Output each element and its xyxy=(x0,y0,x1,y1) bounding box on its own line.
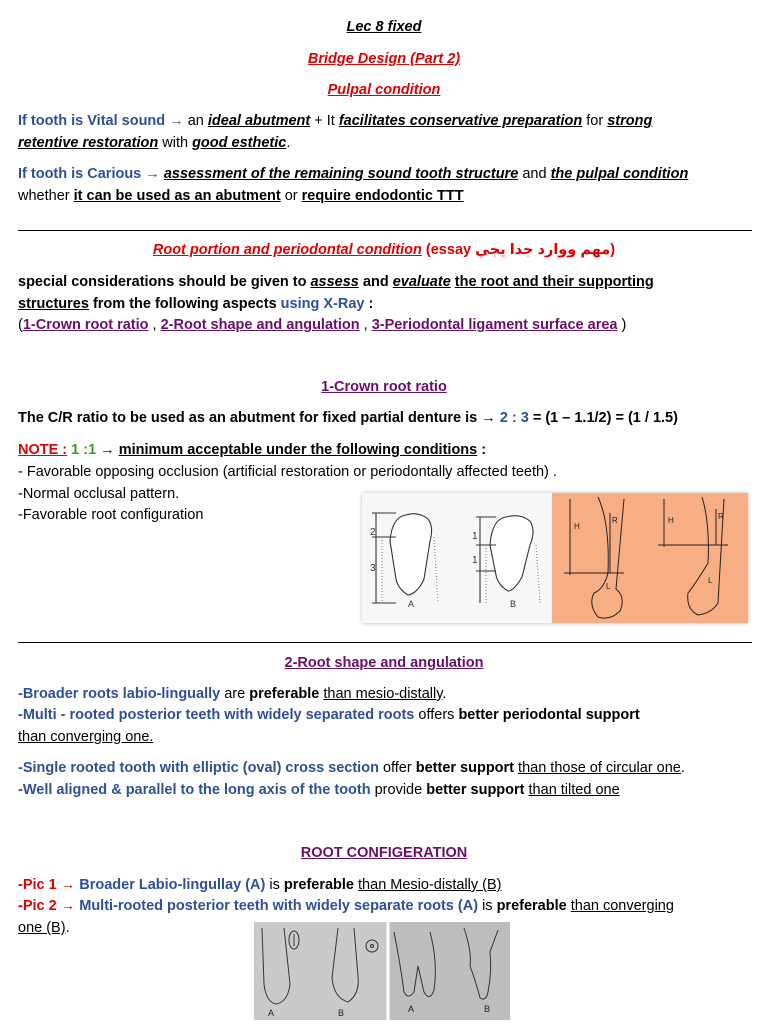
note-cond-2: -Normal occlusal pattern. xyxy=(18,486,180,502)
section-title-pulpal: Pulpal condition xyxy=(327,82,441,98)
arrow: → xyxy=(165,113,188,129)
special-line-1 xyxy=(18,272,654,292)
text: . xyxy=(286,135,291,151)
text: from the following aspects xyxy=(88,296,281,312)
text: facilitates conservative preparation xyxy=(338,113,583,129)
divider xyxy=(18,230,752,231)
text: . xyxy=(65,920,70,936)
carious-line-1 xyxy=(18,164,688,184)
text: Root portion and periodontal condition xyxy=(152,242,422,258)
text: the pulpal condition xyxy=(550,166,689,182)
text: assessment of the remaining sound tooth structure xyxy=(163,166,519,182)
text: or xyxy=(280,188,302,204)
text: evaluate xyxy=(392,274,451,290)
config-pic-2-cont xyxy=(18,918,70,938)
fig1-l-right: L xyxy=(708,576,713,585)
text: the root and their supporting xyxy=(454,274,654,290)
text: preferable xyxy=(496,898,567,914)
text: Broader Labio-lingullay (A) xyxy=(75,877,266,893)
text: : xyxy=(477,442,487,458)
note-line xyxy=(18,440,486,460)
fig2-label-b1: B xyxy=(338,1008,345,1018)
text: structures xyxy=(18,296,89,312)
text: than tilted one xyxy=(528,782,620,798)
text: than mesio-distally xyxy=(323,686,443,702)
aspect-1: 1-Crown root ratio xyxy=(22,317,149,333)
text: than those of circular one xyxy=(518,760,681,776)
text: and xyxy=(518,166,551,182)
config-pic-1 xyxy=(18,875,501,895)
text: offer xyxy=(378,760,416,776)
root-configuration-figure xyxy=(254,922,510,1020)
text: ( xyxy=(18,317,23,333)
vital-label: If tooth is Vital sound xyxy=(18,113,166,129)
text: preferable xyxy=(283,877,354,893)
note-cond-1: - Favorable opposing occlusion (artificial restoration or periodontally affected teeth) . xyxy=(18,464,557,480)
special-line-3 xyxy=(18,315,626,335)
text: using X-Ray xyxy=(280,296,365,312)
divider xyxy=(18,642,752,643)
vital-line-2 xyxy=(18,133,290,153)
text: better support xyxy=(426,782,525,798)
shape-line-4 xyxy=(18,758,685,778)
text: , xyxy=(359,317,372,333)
shape-line-3: than converging one. xyxy=(18,729,154,745)
text: is xyxy=(265,877,284,893)
text: offers xyxy=(414,707,459,723)
cr-line xyxy=(18,408,678,428)
config-title: ROOT CONFIGERATION xyxy=(300,845,468,861)
essay-note: (essay مهم ووارد جدا يجي) xyxy=(421,242,616,258)
text: retentive restoration xyxy=(18,135,159,151)
shape-line-5 xyxy=(18,780,620,800)
carious-line-2 xyxy=(18,186,464,206)
arrow: → xyxy=(96,442,119,458)
text: -Pic 2 → xyxy=(18,898,76,914)
fig1-num-3: 3 xyxy=(370,563,376,574)
fig1-h-right: H xyxy=(668,516,674,525)
text: preferable xyxy=(249,686,320,702)
text: Multi-rooted posterior teeth with widely separate roots (A) xyxy=(75,898,479,914)
shape-line-1 xyxy=(18,684,446,704)
text: minimum acceptable under the following conditions xyxy=(118,442,478,458)
fig1-l-left: L xyxy=(606,582,611,591)
note-ratio: 1 :1 xyxy=(67,442,97,458)
fig1-label-b: B xyxy=(510,599,517,609)
lecture-title: Lec 8 fixed xyxy=(346,19,422,35)
arrow: → xyxy=(141,166,164,182)
text: ideal abutment xyxy=(207,113,311,129)
vital-line-1 xyxy=(18,111,652,131)
text: . xyxy=(442,686,447,702)
text: -Multi - rooted posterior teeth with widely separated roots xyxy=(18,707,415,723)
text: -Broader roots labio-lingually xyxy=(18,686,221,702)
special-line-2 xyxy=(18,294,373,314)
text: an xyxy=(187,113,208,129)
text: -Well aligned & parallel to the long axis of the tooth xyxy=(18,782,371,798)
aspect-2: 2-Root shape and angulation xyxy=(160,317,360,333)
aspect-3: 3-Periodontal ligament surface area xyxy=(371,317,618,333)
text: -Single rooted tooth with elliptic (oval) cross section xyxy=(18,760,379,776)
text: ) xyxy=(617,317,627,333)
text: better support xyxy=(415,760,515,776)
text: + It xyxy=(310,113,339,129)
carious-label: If tooth is Carious xyxy=(18,166,142,182)
fig1-r-left: R xyxy=(612,516,618,525)
text: whether xyxy=(18,188,74,204)
text: it can be used as an abutment xyxy=(73,188,281,204)
root-section-title xyxy=(0,240,768,260)
section-title-bridge: Bridge Design (Part 2) xyxy=(307,51,461,67)
text: . xyxy=(680,760,685,776)
fig1-r-right: R xyxy=(718,512,724,521)
fig2-label-a2: A xyxy=(408,1004,415,1014)
shape-title: 2-Root shape and angulation xyxy=(284,655,484,671)
text: strong xyxy=(607,113,653,129)
crown-root-ratio-figure xyxy=(362,493,748,623)
text: , xyxy=(148,317,161,333)
text: The C/R ratio to be used as an abutment for fixed partial denture is → xyxy=(18,410,500,426)
text: for xyxy=(582,113,608,129)
text: are xyxy=(220,686,250,702)
text: = (1 – 1.1/2) = (1 / 1.5) xyxy=(528,410,678,426)
text: and xyxy=(358,274,393,290)
text: with xyxy=(158,135,193,151)
fig2-label-a1: A xyxy=(268,1008,275,1018)
text: provide xyxy=(370,782,427,798)
fig1-h-left: H xyxy=(574,522,580,531)
fig1-num-1b: 1 xyxy=(472,555,478,566)
cr-title: 1-Crown root ratio xyxy=(321,379,447,395)
note-cond-3: -Favorable root configuration xyxy=(18,507,204,523)
text: than converging xyxy=(570,898,674,914)
fig2-label-b2: B xyxy=(484,1004,491,1014)
fig1-num-1a: 1 xyxy=(472,531,478,542)
config-pic-2 xyxy=(18,896,674,916)
text: -Pic 1 → xyxy=(18,877,76,893)
text: : xyxy=(364,296,374,312)
text: one (B) xyxy=(18,920,66,936)
text: require endodontic TTT xyxy=(301,188,464,204)
fig1-num-2: 2 xyxy=(370,527,376,538)
text: better periodontal support xyxy=(458,707,640,723)
text: good esthetic xyxy=(192,135,287,151)
text: is xyxy=(478,898,497,914)
fig1-label-a: A xyxy=(408,599,415,609)
ratio-value: 2 : 3 xyxy=(499,410,529,426)
text: assess xyxy=(310,274,359,290)
text: than Mesio-distally (B) xyxy=(358,877,502,893)
shape-line-2 xyxy=(18,705,640,725)
text: special considerations should be given to xyxy=(18,274,311,290)
note-label: NOTE : xyxy=(18,442,68,458)
